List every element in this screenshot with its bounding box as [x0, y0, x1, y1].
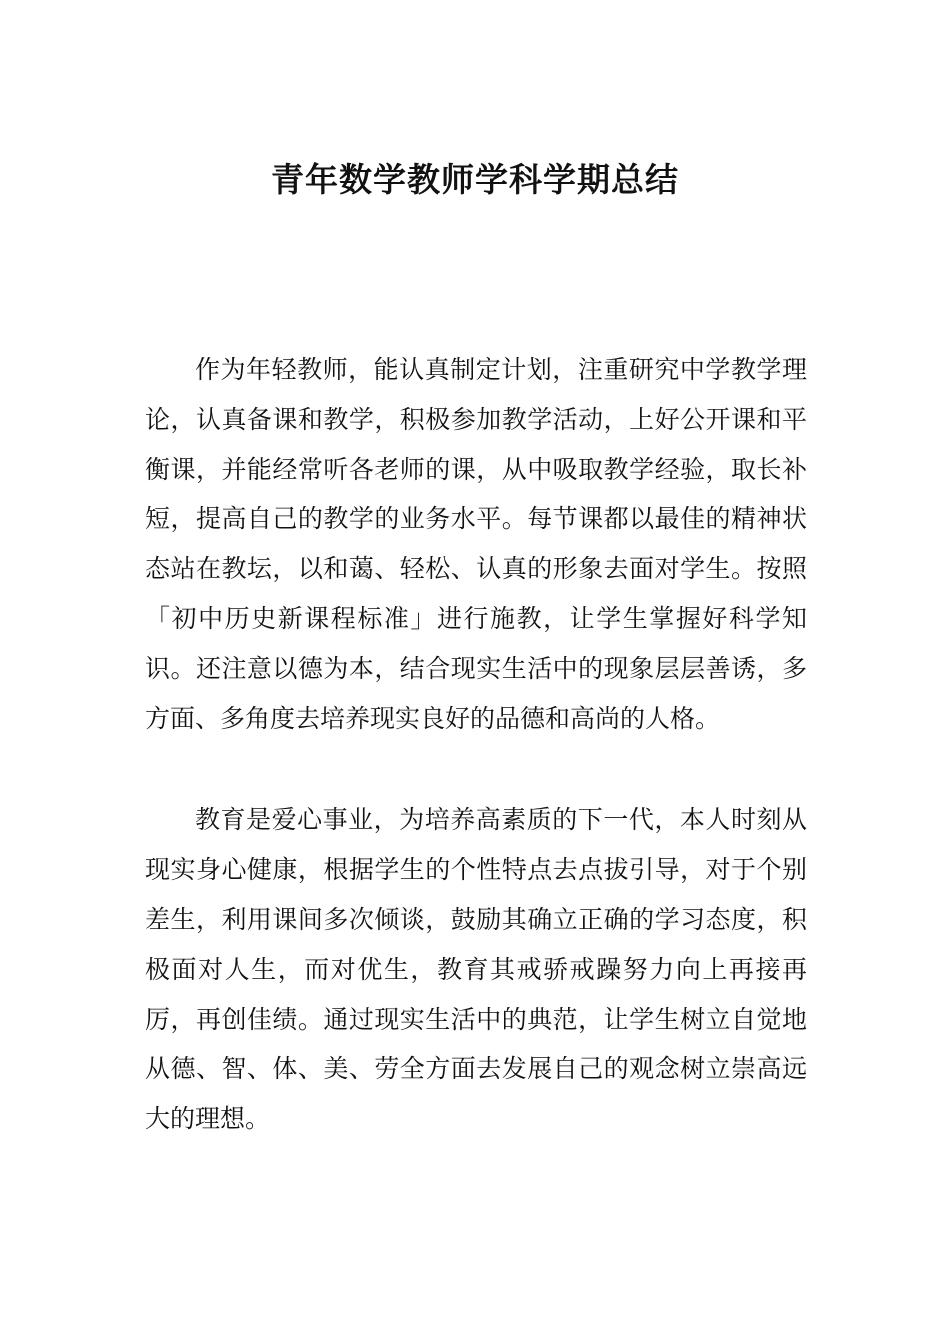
paragraph-1: 作为年轻教师，能认真制定计划，注重研究中学教学理论，认真备课和教学，积极参加教学活动，上好公开课和平衡课，并能经常听各老师的课，从中吸取教学经验，取长补短，提高自己的教学的业务水平。每节课都以最佳的精神状态站在教坛，以和蔼、轻松、认真的形象去面对学生。按照「初中历史新课程标准」进行施教，让学生掌握好科学知识。还注意以德为本，结合现实生活中的现象层层善诱，多方面、多角度去培养现实良好的品德和高尚的人格。: [145, 355, 807, 733]
document-title: 青年数学教师学科学期总结: [271, 160, 679, 199]
document-body: [145, 345, 807, 1144]
paragraph-2: 教育是爱心事业，为培养高素质的下一代，本人时刻从现实身心健康，根据学生的个性特点去点拔引导，对于个别差生，利用课间多次倾谈，鼓励其确立正确的学习态度，积极面对人生，而对优生，教育其戒骄戒躁努力向上再接再厉，再创佳绩。通过现实生活中的典范，让学生树立自觉地从德、智、体、美、劳全方面去发展自己的观念树立崇高远大的理想。: [145, 805, 807, 1134]
